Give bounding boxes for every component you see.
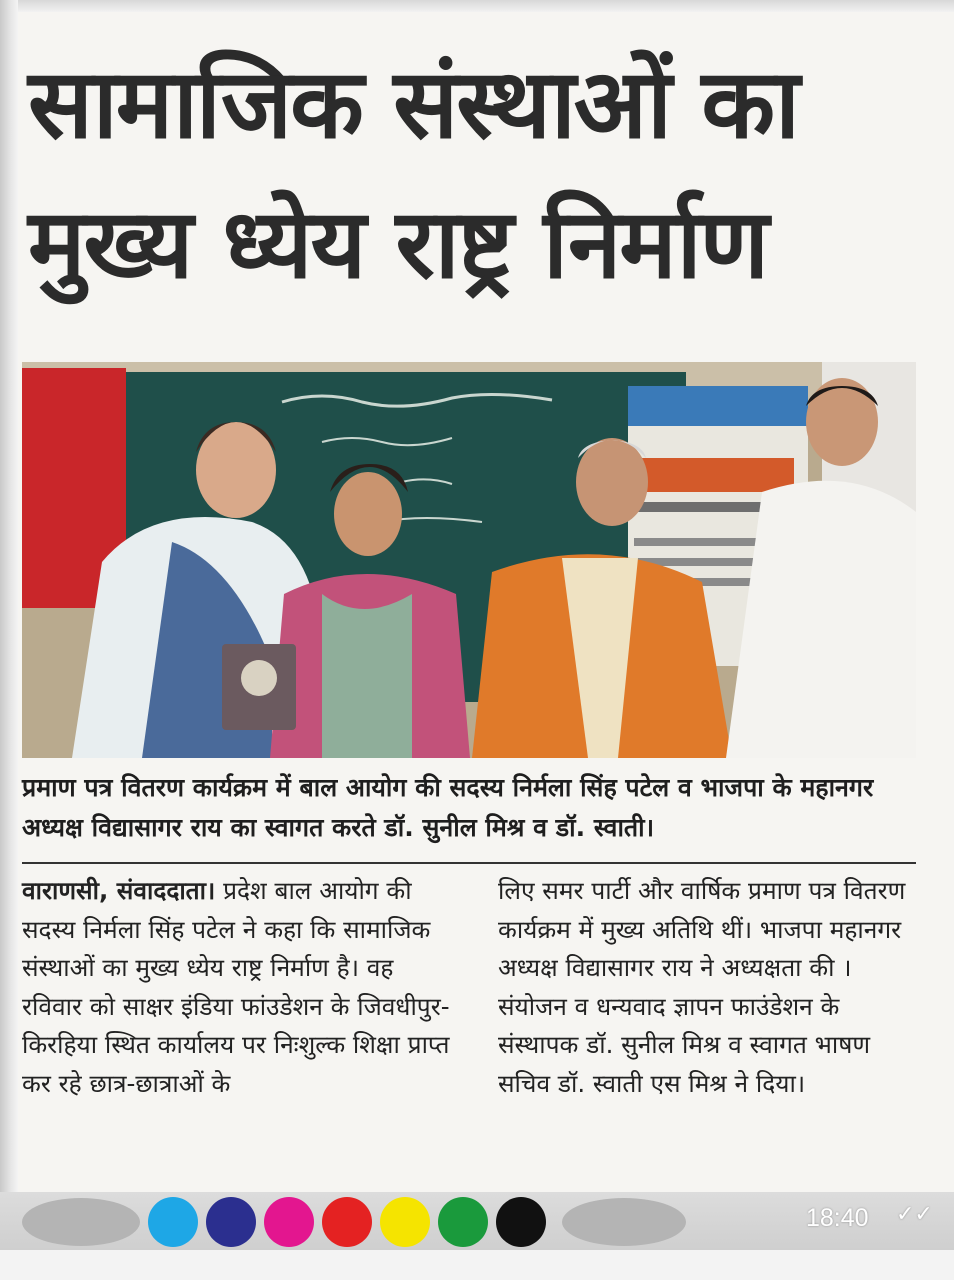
photo-caption: प्रमाण पत्र वितरण कार्यक्रम में बाल आयोग की सदस्य निर्मला सिंह पटेल व भाजपा के महानगर अध्यक्ष विद्यासागर राय का स्वागत करते डॉ. सुनील मिश्र व डॉ. स्वाती। [22,773,874,842]
news-photo [22,362,916,758]
bottom-margin [0,1250,954,1280]
color-dot [322,1197,372,1247]
color-dot [380,1197,430,1247]
cut-off-text-strip [18,0,954,12]
headline-line-1: सामाजिक संस्थाओं का [28,48,798,160]
message-time: 18:40 [806,1204,869,1232]
headline-line-2: मुख्य ध्येय राष्ट्र निर्माण [28,188,767,300]
color-dot [148,1197,198,1247]
caption-divider [22,862,916,864]
gray-color-swatch [562,1198,686,1246]
page-edge-shadow [0,0,18,1280]
double-check-icon: ✓✓ [896,1202,933,1227]
article-column-right: लिए समर पार्टी और वार्षिक प्रमाण पत्र वितरण कार्यक्रम में मुख्य अतिथि थीं। भाजपा महानगर अध्यक्ष विद्यासागर राय ने अध्यक्षता की । संयोजन व धन्यवाद ज्ञापन फाउंडेशन के संस्थापक डॉ. सुनील मिश्र व स्वागत भाषण सचिव डॉ. स्वाती एस मिश्र ने दिया। [498,876,906,1098]
color-dot [264,1197,314,1247]
gray-color-swatch [22,1198,140,1246]
article-column-left [22,872,452,1103]
color-dot [438,1197,488,1247]
color-dot [496,1197,546,1247]
color-dot [206,1197,256,1247]
article-text-column-1: प्रदेश बाल आयोग की सदस्य निर्मला सिंह पटेल ने कहा कि सामाजिक संस्थाओं का मुख्य ध्येय राष्ट्र निर्माण है। वह रविवार को साक्षर इंडिया फांउडेशन के जिवधीपुर-किरहिया स्थित कार्यालय पर निःशुल्क शिक्षा प्राप्त कर रहे छात्र-छात्राओं के [22,876,450,1098]
news-photo-illustration [22,362,916,758]
dateline: वाराणसी, संवाददाता। [22,876,216,905]
